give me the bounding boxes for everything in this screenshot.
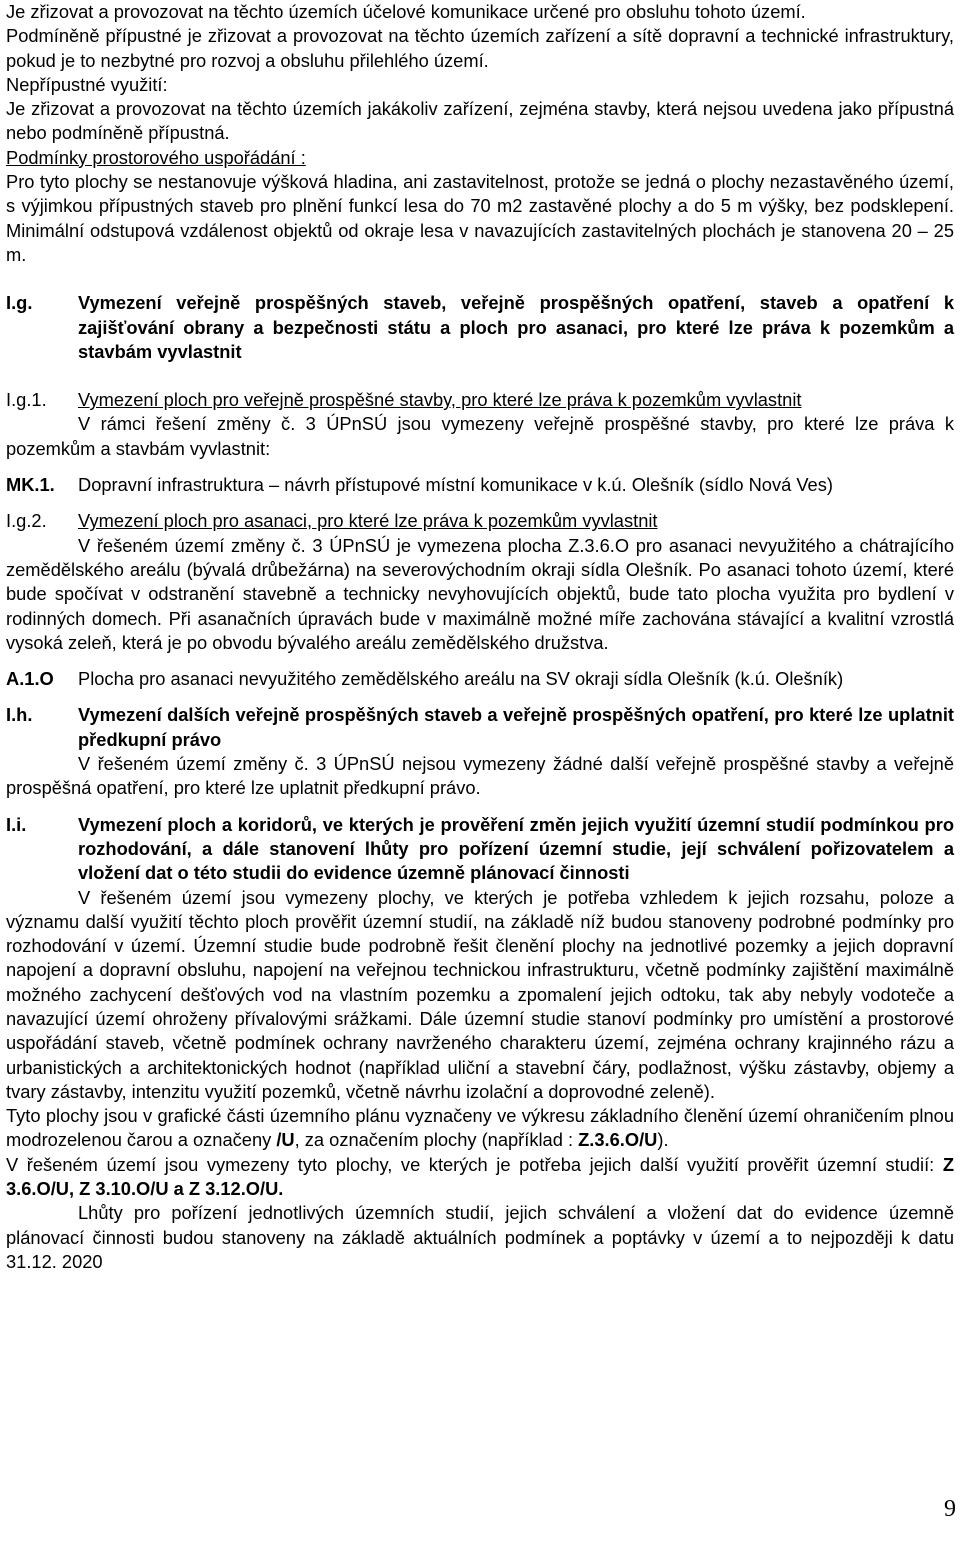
- paragraph: Pro tyto plochy se nestanovuje výšková hladina, ani zastavitelnost, protože se jedná o plochy nezastavěného území, s výjimkou přípustných staveb pro plnění funkcí lesa do 70 m2 zastavěné plochy a do 5 m výšky, bez podsklepení. Minimální odstupová vzdálenost objektů od okraje lesa v navazujících zastavitelných plochách je stanovena 20 – 25 m.: [6, 171, 954, 265]
- item-text: Dopravní infrastruktura – návrh přístupové místní komunikace v k.ú. Olešník (sídlo Nová Ves): [78, 474, 833, 496]
- section-title: Vymezení ploch a koridorů, ve kterých je prověření změn jejich využití územní studií podmínkou pro rozhodování, a dále stanovení lhůty pro pořízení územní studie, její schválení pořizovatelem a vložení dat o této studii do evidence územně plánovací činnosti: [78, 813, 954, 884]
- paragraph: [6, 1104, 954, 1153]
- section-heading-ig: [6, 291, 954, 364]
- item-a10: [6, 667, 954, 691]
- section-number: I.g.1.: [6, 389, 47, 411]
- text-run: Tyto plochy jsou v grafické části územního plánu vyznačeny ve výkresu základního členění území ohraničením plnou modrozelenou čarou a označeny: [6, 1105, 954, 1151]
- paragraph: V rámci řešení změny č. 3 ÚPnSÚ jsou vymezeny veřejně prospěšné stavby, pro které lze práva k pozemkům a stavbám vyvlastnit:: [6, 413, 954, 459]
- section-heading-ig2: [6, 509, 954, 533]
- section-number: I.g.2.: [6, 510, 47, 532]
- document-page: [6, 0, 954, 1274]
- study-code: Z.3.6.O/U: [578, 1129, 658, 1151]
- paragraph: Podmíněně přípustné je zřizovat a provozovat na těchto územích zařízení a sítě dopravní a technické infrastruktury, pokud je to nezbytné pro rozvoj a obsluhu přilehlého území.: [6, 25, 954, 71]
- study-list: Z 3.6.O/U, Z 3.10.O/U a Z 3.12.O/U.: [6, 1153, 954, 1200]
- paragraph: Je zřizovat a provozovat na těchto územích jakákoliv zařízení, zejména stavby, která nejsou uvedena jako přípustná nebo podmíněně přípustná.: [6, 98, 954, 144]
- item-code: MK.1.: [6, 474, 55, 496]
- paragraph: V řešeném území změny č. 3 ÚPnSÚ je vymezena plocha Z.3.6.O pro asanaci nevyužitého a chátrajícího zemědělského areálu (bývalá drůbežárna) na severovýchodním okraji sídla Olešník. Po asanaci tohoto území, které bude spočívat v odstranění stavebně a technicky nevyhovujících objektů, bude tato plocha využita pro bydlení v rodinných domech. Při asanačních úpravách bude v maximálně možné míře zachována stávající a kvalitní vzrostlá vysoká zeleň, která je po obvodu bývalého areálu zemědělského družstva.: [6, 534, 954, 653]
- text-run: V řešeném území jsou vymezeny tyto plochy, ve kterých je potřeba jejich další využití prověřit územní studií:: [6, 1153, 943, 1175]
- item-mk1: [6, 473, 954, 497]
- section-heading-ii: [6, 813, 954, 886]
- page-number: 9: [944, 1496, 956, 1522]
- section-number: I.i.: [6, 813, 27, 835]
- paragraph: [6, 1153, 954, 1202]
- paragraph: V řešeném území změny č. 3 ÚPnSÚ nejsou vymezeny žádné další veřejně prospěšné stavby a veřejně prospěšná opatření, pro které lze uplatnit předkupní právo.: [6, 753, 954, 799]
- text-run: ).: [657, 1129, 669, 1151]
- section-title: Vymezení dalších veřejně prospěšných staveb a veřejně prospěšných opatření, pro které lze uplatnit předkupní právo: [78, 704, 954, 750]
- paragraph: V řešeném území jsou vymezeny plochy, ve kterých je potřeba vzhledem k jejich rozsahu, poloze a významu další využití těchto ploch prověřit územní studií, na základě níž budou stanoveny podrobné podmínky pro rozhodování v území. Územní studie bude podrobně řešit členění plochy na jednotlivé pozemky a jejich dopravní napojení a dopravní obsluhu, napojení na veřejnou technickou infrastrukturu, včetně podmínky zajištění maximálně možného zachycení dešťových vod na vlastním pozemku a zpomalení jejich odtoku, tak aby nebyly vodoteče a navazující území ohroženy přívalovými srážkami. Dále územní studie stanoví podmínky pro umístění a prostorové uspořádání staveb, včetně podmínek ochrany navrženého charakteru území, zejména ochrany krajinného rázu a urbanistických a architektonických hodnot (například uliční a stavební čáry, podlažnost, výšku zástavby, objemy a tvary zástavby, intenzitu využití pozemků, včetně návrhu izolační a doprovodné zeleně).: [6, 886, 954, 1102]
- paragraph: Lhůty pro pořízení jednotlivých územních studií, jejich schválení a vložení dat do evidence územně plánovací činnosti budou stanoveny na základě aktuálních podmínek a poptávky v území a to nejpozději k datu 31.12. 2020: [6, 1202, 954, 1272]
- text-run: , za označením plochy (například :: [294, 1129, 579, 1151]
- section-heading-ih: [6, 703, 954, 752]
- subheading: Podmínky prostorového uspořádání :: [6, 146, 306, 168]
- item-code: A.1.O: [6, 668, 54, 690]
- study-code: /U: [276, 1129, 295, 1151]
- section-title: Vymezení ploch pro asanaci, pro které lze práva k pozemkům vyvlastnit: [78, 510, 658, 532]
- section-title: Vymezení ploch pro veřejně prospěšné stavby, pro které lze práva k pozemkům vyvlastnit: [78, 389, 802, 411]
- section-title: Vymezení veřejně prospěšných staveb, veřejně prospěšných opatření, staveb a opatření k zajišťování obrany a bezpečnosti státu a ploch pro asanaci, pro které lze práva k pozemkům a stavbám vyvlastnit: [78, 292, 954, 362]
- paragraph: Je zřizovat a provozovat na těchto územích účelové komunikace určené pro obsluhu tohoto území.: [6, 1, 806, 22]
- section-number: I.h.: [6, 704, 33, 726]
- section-number: I.g.: [6, 292, 33, 314]
- item-text: Plocha pro asanaci nevyužitého zemědělského areálu na SV okraji sídla Olešník (k.ú. Olešník): [78, 668, 844, 690]
- subheading: Nepřípustné využití:: [6, 73, 168, 95]
- section-heading-ig1: [6, 388, 954, 412]
